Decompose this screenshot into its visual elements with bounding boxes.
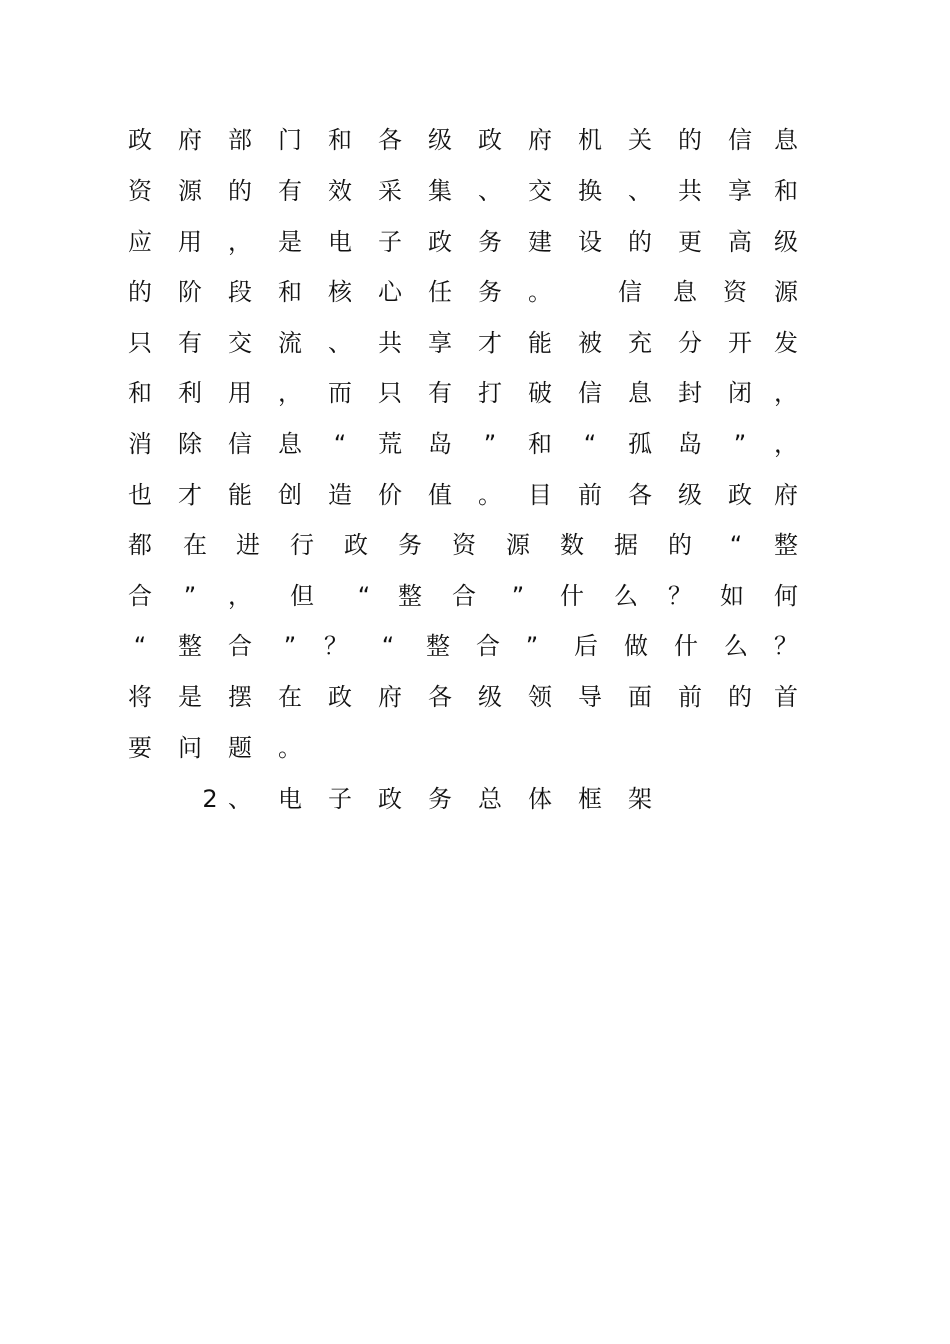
text-glyph: 交 bbox=[528, 177, 552, 205]
text-glyph: 门 bbox=[278, 126, 302, 154]
text-glyph: ” bbox=[733, 430, 747, 458]
text-glyph: 只 bbox=[128, 329, 152, 357]
text-glyph: 府 bbox=[378, 683, 402, 711]
text-glyph: 是 bbox=[278, 228, 302, 256]
text-glyph: 么 bbox=[614, 582, 638, 610]
text-glyph: 子 bbox=[378, 228, 402, 256]
paragraph-line bbox=[0, 576, 950, 626]
text-glyph: 心 bbox=[378, 278, 402, 306]
text-glyph: 。 bbox=[528, 278, 552, 306]
text-glyph: 。 bbox=[478, 481, 502, 509]
section-heading bbox=[0, 779, 950, 829]
text-glyph: 在 bbox=[278, 683, 302, 711]
text-glyph: 被 bbox=[578, 329, 602, 357]
text-glyph: 的 bbox=[728, 683, 752, 711]
text-glyph: 的 bbox=[668, 531, 692, 559]
text-glyph: 据 bbox=[614, 531, 638, 559]
text-glyph: 才 bbox=[178, 481, 202, 509]
paragraph-line bbox=[0, 728, 950, 778]
text-glyph: 题 bbox=[228, 734, 252, 762]
text-glyph bbox=[560, 272, 600, 312]
text-glyph: 共 bbox=[378, 329, 402, 357]
text-glyph: 政 bbox=[728, 481, 752, 509]
text-glyph: 发 bbox=[774, 329, 798, 357]
text-glyph: 设 bbox=[578, 228, 602, 256]
text-glyph: 采 bbox=[378, 177, 402, 205]
text-glyph: 打 bbox=[478, 379, 502, 407]
paragraph-line bbox=[0, 222, 950, 272]
text-glyph: 目 bbox=[528, 481, 552, 509]
text-glyph: ” bbox=[283, 632, 297, 660]
text-glyph: 政 bbox=[378, 785, 402, 813]
text-glyph: 流 bbox=[278, 329, 302, 357]
text-glyph: 务 bbox=[478, 228, 502, 256]
text-glyph: 合 bbox=[128, 582, 152, 610]
text-glyph: 才 bbox=[478, 329, 502, 357]
text-glyph: 有 bbox=[428, 379, 452, 407]
text-glyph: 各 bbox=[628, 481, 652, 509]
text-glyph: 政 bbox=[128, 126, 152, 154]
text-glyph: 阶 bbox=[178, 278, 202, 306]
text-glyph: 用 bbox=[178, 228, 202, 256]
text-glyph: 封 bbox=[678, 379, 702, 407]
text-glyph: 要 bbox=[128, 734, 152, 762]
paragraph-line bbox=[0, 424, 950, 474]
text-glyph: ” bbox=[483, 430, 497, 458]
text-glyph: 开 bbox=[728, 329, 752, 357]
paragraph-line bbox=[0, 677, 950, 727]
text-glyph: 务 bbox=[428, 785, 452, 813]
text-glyph: ？ bbox=[774, 632, 798, 660]
text-glyph: 行 bbox=[290, 531, 314, 559]
text-glyph: 源 bbox=[506, 531, 530, 559]
text-glyph: “ bbox=[357, 582, 371, 610]
text-glyph: “ bbox=[729, 531, 743, 559]
text-glyph: 用 bbox=[228, 379, 252, 407]
text-glyph: 何 bbox=[774, 582, 798, 610]
text-glyph: 信 bbox=[578, 379, 602, 407]
text-glyph: 和 bbox=[278, 278, 302, 306]
text-glyph: 后 bbox=[574, 632, 598, 660]
text-glyph: 什 bbox=[560, 582, 584, 610]
text-glyph: 岛 bbox=[428, 430, 452, 458]
text-glyph: 享 bbox=[728, 177, 752, 205]
text-glyph: 的 bbox=[628, 228, 652, 256]
text-glyph: 府 bbox=[528, 126, 552, 154]
text-glyph: 分 bbox=[678, 329, 702, 357]
text-glyph: ， bbox=[774, 379, 798, 407]
text-glyph: 合 bbox=[452, 582, 476, 610]
text-glyph: “ bbox=[583, 430, 597, 458]
text-glyph: 应 bbox=[128, 228, 152, 256]
text-glyph: 是 bbox=[178, 683, 202, 711]
text-glyph: 破 bbox=[528, 379, 552, 407]
text-glyph: ， bbox=[278, 379, 302, 407]
text-glyph: 充 bbox=[628, 329, 652, 357]
text-glyph: 务 bbox=[478, 278, 502, 306]
paragraph-line bbox=[0, 272, 950, 322]
text-glyph: 政 bbox=[478, 126, 502, 154]
text-glyph: 集 bbox=[428, 177, 452, 205]
text-glyph: 面 bbox=[628, 683, 652, 711]
text-glyph: 建 bbox=[528, 228, 552, 256]
text-glyph: 而 bbox=[328, 379, 352, 407]
text-glyph: 合 bbox=[476, 632, 500, 660]
text-glyph: 整 bbox=[774, 531, 798, 559]
text-glyph: “ bbox=[381, 632, 395, 660]
text-glyph: 息 bbox=[774, 126, 798, 154]
text-glyph: 、 bbox=[228, 785, 252, 813]
text-glyph: ， bbox=[774, 430, 798, 458]
text-glyph: 享 bbox=[428, 329, 452, 357]
text-glyph: 、 bbox=[628, 177, 652, 205]
text-glyph: ” bbox=[183, 582, 197, 610]
text-glyph: 2 bbox=[202, 785, 218, 813]
text-glyph: 数 bbox=[560, 531, 584, 559]
text-glyph: 价 bbox=[378, 481, 402, 509]
text-glyph: 都 bbox=[128, 531, 152, 559]
text-glyph: 荒 bbox=[378, 430, 402, 458]
text-glyph: 关 bbox=[628, 126, 652, 154]
text-glyph: 整 bbox=[426, 632, 450, 660]
paragraph-line bbox=[0, 373, 950, 423]
text-glyph: 总 bbox=[478, 785, 502, 813]
text-glyph: 、 bbox=[328, 329, 352, 357]
text-glyph: 息 bbox=[628, 379, 652, 407]
text-glyph: 但 bbox=[290, 582, 314, 610]
text-glyph: 信 bbox=[618, 278, 642, 306]
text-glyph: 体 bbox=[528, 785, 552, 813]
text-glyph: 整 bbox=[178, 632, 202, 660]
text-glyph: 级 bbox=[428, 126, 452, 154]
text-glyph: 高 bbox=[728, 228, 752, 256]
text-glyph: 级 bbox=[774, 228, 798, 256]
text-glyph: 问 bbox=[178, 734, 202, 762]
text-glyph: 除 bbox=[178, 430, 202, 458]
text-glyph: ， bbox=[228, 228, 252, 256]
text-glyph: 有 bbox=[278, 177, 302, 205]
text-glyph: 前 bbox=[578, 481, 602, 509]
text-glyph: 核 bbox=[328, 278, 352, 306]
text-glyph: 的 bbox=[678, 126, 702, 154]
text-glyph: 进 bbox=[236, 531, 260, 559]
text-glyph: 务 bbox=[398, 531, 422, 559]
text-glyph: 整 bbox=[398, 582, 422, 610]
text-glyph: 如 bbox=[720, 582, 744, 610]
text-glyph: 导 bbox=[578, 683, 602, 711]
text-glyph: 源 bbox=[178, 177, 202, 205]
text-glyph: ” bbox=[511, 582, 525, 610]
text-glyph: 各 bbox=[378, 126, 402, 154]
text-glyph: 资 bbox=[128, 177, 152, 205]
text-glyph: 政 bbox=[344, 531, 368, 559]
paragraph-line bbox=[0, 525, 950, 575]
text-glyph: 只 bbox=[378, 379, 402, 407]
text-glyph: 资 bbox=[452, 531, 476, 559]
text-glyph: 段 bbox=[228, 278, 252, 306]
text-glyph: ？ bbox=[668, 582, 692, 610]
text-glyph: 级 bbox=[678, 481, 702, 509]
text-glyph: “ bbox=[133, 632, 147, 660]
paragraph-line bbox=[0, 323, 950, 373]
text-glyph: 摆 bbox=[228, 683, 252, 711]
text-glyph: 更 bbox=[678, 228, 702, 256]
text-glyph: 做 bbox=[624, 632, 648, 660]
text-glyph: 什 bbox=[674, 632, 698, 660]
text-glyph: 级 bbox=[478, 683, 502, 711]
text-glyph: 信 bbox=[728, 126, 752, 154]
text-glyph: 和 bbox=[774, 177, 798, 205]
text-glyph: ， bbox=[228, 582, 252, 610]
text-glyph: 政 bbox=[328, 683, 352, 711]
text-glyph: 和 bbox=[128, 379, 152, 407]
text-glyph: 政 bbox=[428, 228, 452, 256]
text-glyph: 领 bbox=[528, 683, 552, 711]
text-glyph: 各 bbox=[428, 683, 452, 711]
text-glyph: 能 bbox=[228, 481, 252, 509]
text-glyph: 换 bbox=[578, 177, 602, 205]
text-glyph: 交 bbox=[228, 329, 252, 357]
text-glyph: 部 bbox=[228, 126, 252, 154]
text-glyph: 、 bbox=[478, 177, 502, 205]
text-glyph: 将 bbox=[128, 683, 152, 711]
text-glyph: 有 bbox=[178, 329, 202, 357]
paragraph-line bbox=[0, 120, 950, 170]
text-glyph: 府 bbox=[774, 481, 798, 509]
text-glyph: 的 bbox=[128, 278, 152, 306]
text-glyph: 闭 bbox=[728, 379, 752, 407]
text-glyph: 也 bbox=[128, 481, 152, 509]
text-glyph: 息 bbox=[278, 430, 302, 458]
text-glyph: 框 bbox=[578, 785, 602, 813]
text-glyph: 。 bbox=[278, 734, 302, 762]
text-glyph: 值 bbox=[428, 481, 452, 509]
text-glyph: 信 bbox=[228, 430, 252, 458]
text-glyph: 电 bbox=[328, 228, 352, 256]
text-glyph: 子 bbox=[328, 785, 352, 813]
text-glyph: 机 bbox=[578, 126, 602, 154]
text-glyph: 任 bbox=[428, 278, 452, 306]
text-glyph: 利 bbox=[178, 379, 202, 407]
text-glyph: 创 bbox=[278, 481, 302, 509]
text-glyph: ？ bbox=[324, 632, 348, 660]
text-glyph: 合 bbox=[228, 632, 252, 660]
text-glyph: 首 bbox=[774, 683, 798, 711]
text-glyph: 效 bbox=[328, 177, 352, 205]
text-glyph: ” bbox=[525, 632, 539, 660]
text-glyph: 能 bbox=[528, 329, 552, 357]
text-glyph: 消 bbox=[128, 430, 152, 458]
text-glyph: 造 bbox=[328, 481, 352, 509]
text-glyph: 息 bbox=[673, 278, 697, 306]
text-glyph: 和 bbox=[528, 430, 552, 458]
text-glyph: 资 bbox=[723, 278, 747, 306]
text-glyph: 么 bbox=[724, 632, 748, 660]
paragraph-line bbox=[0, 626, 950, 676]
text-glyph: 在 bbox=[183, 531, 207, 559]
text-glyph: 的 bbox=[228, 177, 252, 205]
text-glyph: 府 bbox=[178, 126, 202, 154]
text-glyph: 源 bbox=[774, 278, 798, 306]
text-glyph: 前 bbox=[678, 683, 702, 711]
text-glyph: “ bbox=[333, 430, 347, 458]
text-glyph: 岛 bbox=[678, 430, 702, 458]
text-glyph: 电 bbox=[278, 785, 302, 813]
paragraph-line bbox=[0, 171, 950, 221]
text-glyph: 架 bbox=[628, 785, 652, 813]
text-glyph: 孤 bbox=[628, 430, 652, 458]
paragraph-line bbox=[0, 475, 950, 525]
text-glyph: 和 bbox=[328, 126, 352, 154]
text-glyph: 共 bbox=[678, 177, 702, 205]
